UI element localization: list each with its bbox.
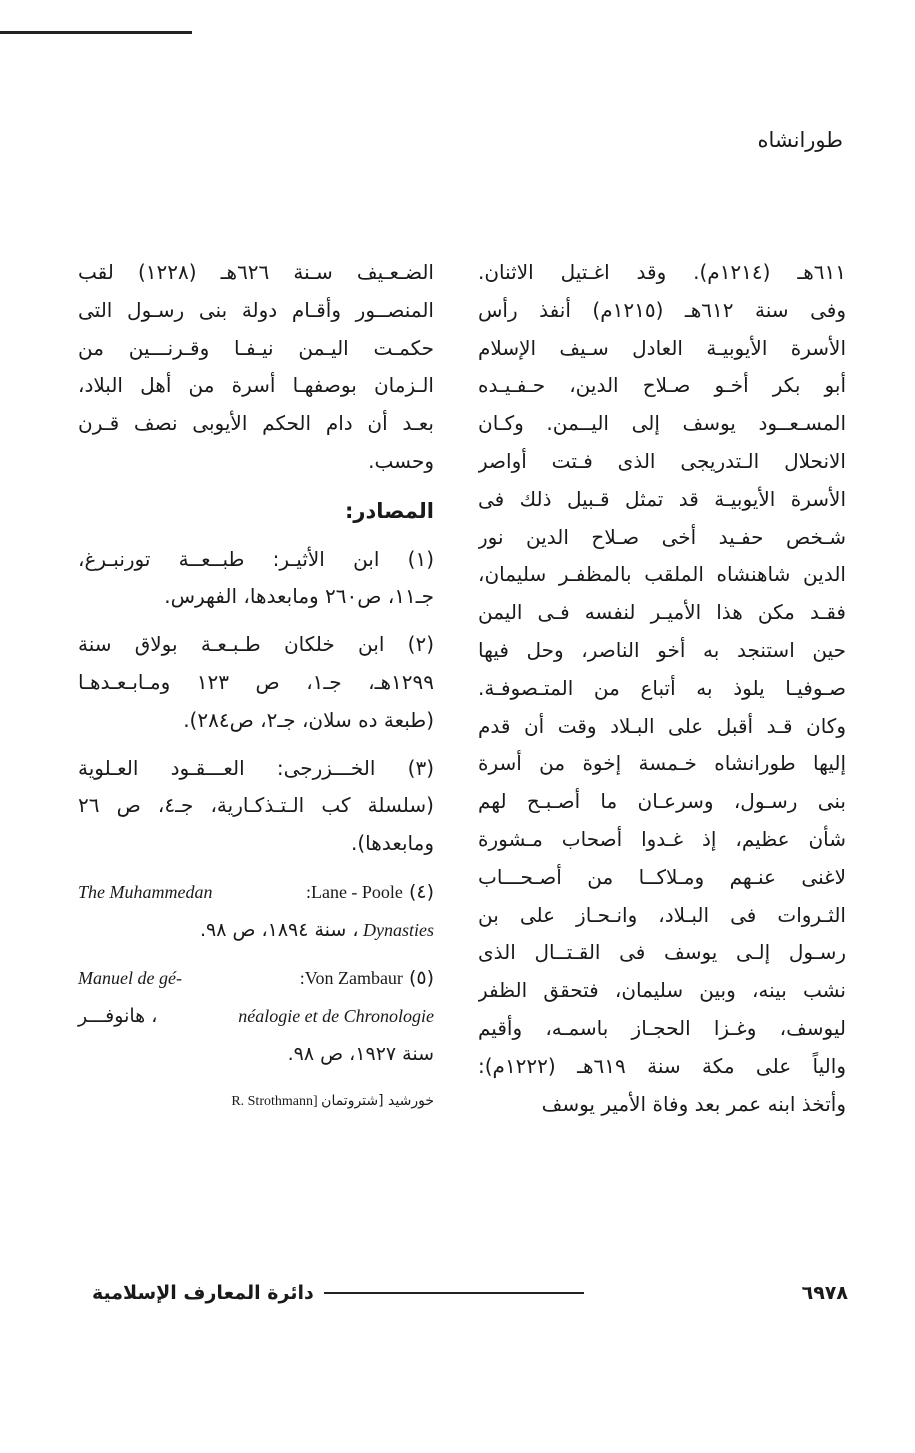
source-5-line-3	[78, 1035, 434, 1073]
right-line: وفى سنة ٦١٢هـ (١٢١٥م) أنفذ رأس	[478, 297, 846, 322]
source-line: ١٢٩٩هـ، جـ١، ص ١٢٣ ومـابـعـدهـا	[78, 669, 434, 694]
source-line: ومابعدها).	[351, 831, 434, 856]
source-5-title-part: Manuel de gé-	[78, 967, 182, 988]
right-line: نشب بينه، وبين سليمان، فتحقق الظفر	[478, 978, 846, 1003]
source-line: (٣) الخـــزرجى: العـــقـود العـلوية	[78, 755, 434, 780]
source-5-line-1	[78, 959, 434, 997]
source-4-title-part: The Muhammedan	[78, 881, 213, 902]
page-number: ٦٩٧٨	[801, 1282, 848, 1304]
left-line: الـزمان بوصفهـا أسرة من أهل البلاد،	[78, 373, 434, 398]
running-head: طورانشاه	[757, 128, 843, 152]
source-4	[78, 873, 434, 949]
left-line: وحسب.	[368, 448, 434, 473]
left-column	[78, 254, 434, 1121]
source-5-title-part: néalogie et de Chronologie	[238, 1005, 434, 1026]
right-line: صـوفيـا يلوذ به أتباع من المتـصوفـة.	[478, 675, 846, 700]
right-line: حين استنجد به أخو الناصر، وحل فيها	[478, 637, 846, 662]
right-line: فقـد مكن هذا الأميـر لنفسه فـى اليمن	[478, 600, 846, 625]
top-rule	[0, 31, 192, 34]
source-5-line-2	[78, 997, 434, 1035]
right-line: إليها طورانشاه خـمسة إخوة من أسرة	[478, 751, 846, 776]
source-4-number: (٤)	[408, 880, 434, 903]
source-2	[78, 626, 434, 739]
source-5-number: (٥)	[408, 966, 434, 989]
left-line: حكمـت اليـمن نيـفـا وقـرنـــين من	[78, 335, 434, 360]
footer-title: دائرة المعارف الإسلامية	[92, 1282, 314, 1304]
source-4-line-2	[78, 911, 434, 949]
signature-latin: R. Strothmann]	[231, 1093, 318, 1109]
page-footer	[92, 1278, 848, 1308]
right-line: الدين شاهنشاه الملقب بالمظفـر سليمان،	[478, 562, 846, 587]
source-1	[78, 541, 434, 617]
source-line: جـ١١، ص٢٦٠ ومابعدها، الفهرس.	[164, 584, 434, 609]
source-4-arabic: ، سنة ١٨٩٤، ص ٩٨.	[199, 918, 359, 941]
source-4-author: :Lane - Poole	[305, 881, 403, 902]
right-line: رسـول إلـى يوسف فى القـتــال الذى	[478, 940, 846, 965]
right-line: الأسرة الأيوبيـة العادل سـيف الإسلام	[478, 335, 846, 360]
signature-arabic: خورشيد [شتروتمان	[321, 1092, 434, 1109]
left-line: الضـعـيف سـنة ٦٢٦هـ (١٢٢٨) لقب	[78, 260, 434, 284]
right-line: الانحلال الـتدريجى الذى فـتت أواصر	[478, 448, 846, 473]
right-line: أبو بكر أخـو صـلاح الدين، حـفـيـده	[478, 373, 846, 398]
right-line: شـخص حفـيد أخى صـلاح الدين نور	[478, 524, 846, 549]
right-line: شأن عظيم، إذ غـدوا أصحاب مـشورة	[478, 826, 846, 851]
source-5-author: :Von Zambaur	[299, 967, 403, 988]
right-line: الثـروات فى البـلاد، وانـحـاز على بن	[478, 902, 846, 927]
left-line: بعـد أن دام الحكم الأيوبى نصف قـرن	[78, 411, 434, 436]
right-column	[478, 254, 846, 1123]
right-line: بنى رسـول، وسرعـان ما أصـبـح لهم	[478, 789, 846, 814]
right-line: وأتخذ ابنه عمر بعد وفاة الأمير يوسف	[541, 1091, 846, 1116]
source-5-arabic: ، هانوفـــر	[78, 1004, 158, 1027]
right-line: ليوسف، وغـزا الحجـاز باسمـه، وأقيم	[478, 1015, 846, 1040]
right-line: ٦١١هـ (١٢١٤م). وقد اغـتيل الاثنان.	[478, 260, 846, 284]
source-line: (٢) ابن خلكان طـبـعـة بولاق سنة	[78, 632, 434, 657]
right-line: وكان قـد أقبل على البـلاد وقت أن قدم	[478, 713, 846, 738]
footer-rule	[324, 1292, 584, 1294]
source-line: (سلسلة كب الـتـذكـارية، جـ٤، ص ٢٦	[78, 793, 434, 818]
author-signature	[78, 1083, 434, 1121]
source-line: (طبعة ده سلان، جـ٢، ص٢٨٤).	[183, 707, 434, 732]
right-line: الأسرة الأيوبيـة قد تمثل قـبيل ذلك فى	[478, 486, 846, 511]
sources-heading: المصادر:	[344, 498, 434, 523]
right-line: لاغنى عنـهم ومـلاكــا من أصـحـــاب	[478, 864, 846, 889]
right-line: والياً على مكة سنة ٦١٩هـ (١٢٢٢م):	[478, 1053, 846, 1078]
right-line: المسـعــود يوسف إلى اليــمن. وكـان	[478, 411, 846, 436]
source-5-arabic: سنة ١٩٢٧، ص ٩٨.	[287, 1042, 434, 1065]
source-4-title-part: Dynasties	[363, 919, 434, 940]
source-4-line-1	[78, 873, 434, 911]
source-5	[78, 959, 434, 1073]
left-line: المنصــور وأقـام دولة بنى رسـول التى	[78, 297, 434, 322]
source-line: (١) ابن الأثيـر: طبــعــة تورنبـرغ،	[78, 546, 434, 571]
source-3	[78, 750, 434, 863]
